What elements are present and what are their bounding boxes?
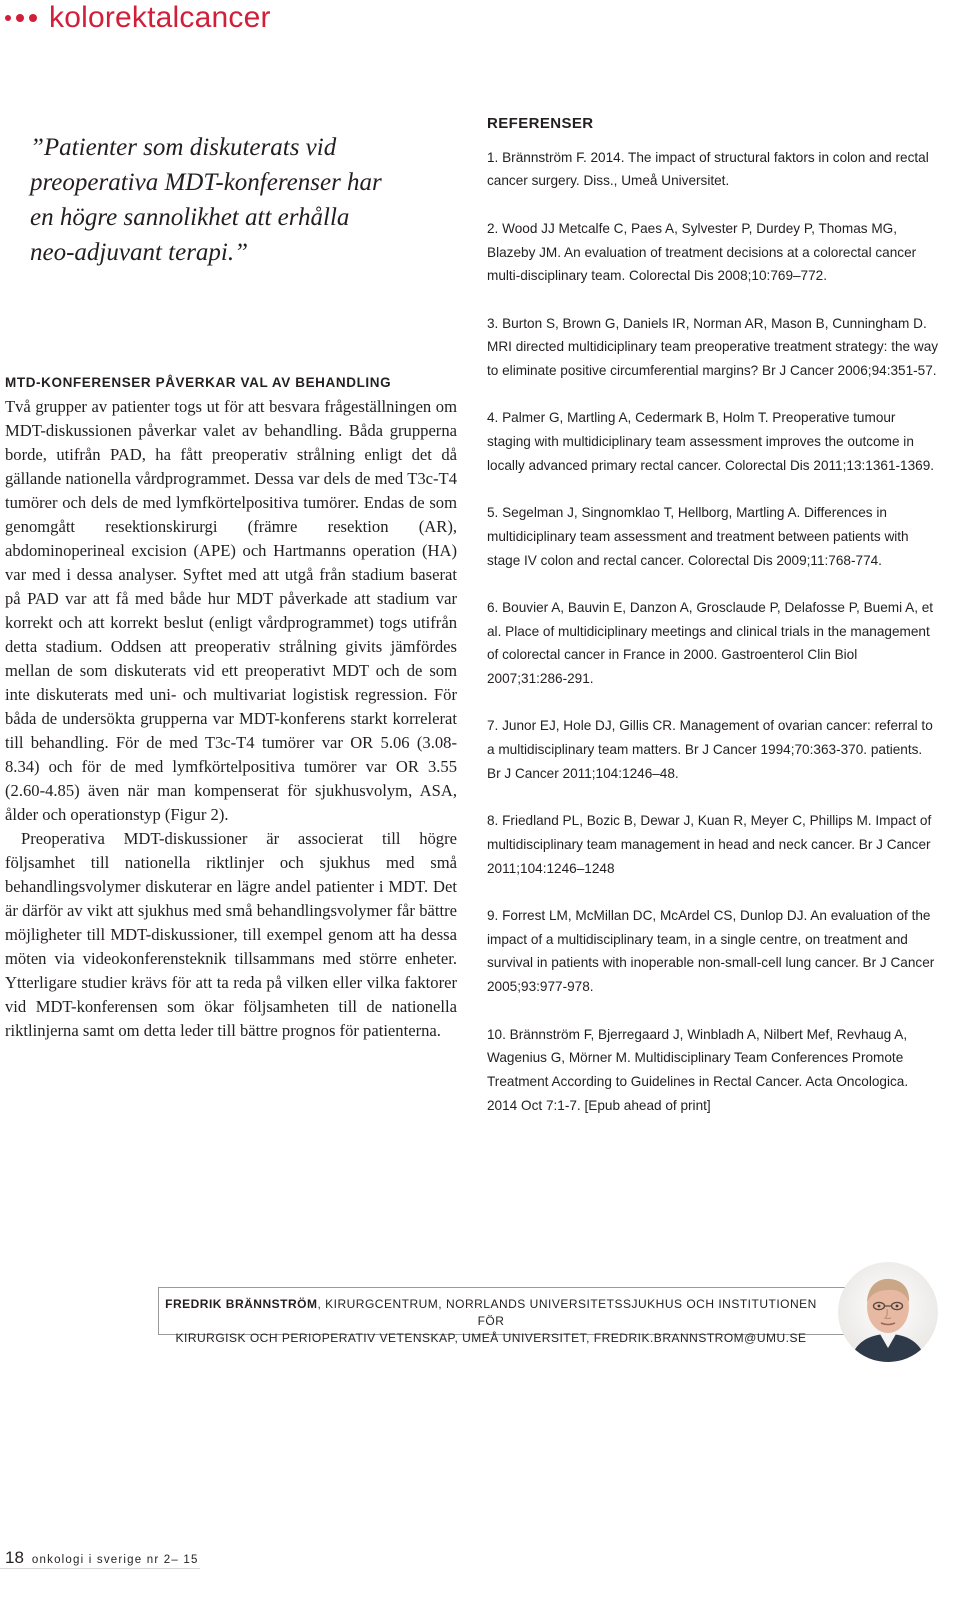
page-number: 18	[5, 1548, 24, 1567]
reference-item: 2. Wood JJ Metcalfe C, Paes A, Sylvester P, Durdey P, Thomas MG, Blazeby JM. An evaluation of treatment decisions at a colorectal cancer multi-disciplinary team. Colorectal Dis 2008;10:769–772.	[487, 220, 917, 284]
author-name: FREDRIK BRÄNNSTRÖM	[165, 1297, 318, 1311]
reference-item: 6. Bouvier A, Bauvin E, Danzon A, Grosclaude P, Delafosse P, Buemi A, et al. Place of multidiciplinary meetings and clinical trials in the management of colorectal cancer in France in 2000. Gastroenterol Clin Biol 2007;31:286-291.	[487, 599, 934, 687]
references	[487, 112, 939, 1141]
author-affiliation: , KIRURGCENTRUM, NORRLANDS UNIVERSITETSSJUKHUS OCH INSTITUTIONEN FÖR	[317, 1297, 817, 1328]
references-heading: REFERENSER	[487, 115, 594, 132]
reference-item: 8. Friedland PL, Bozic B, Dewar J, Kuan R, Meyer C, Phillips M. Impact of multidisciplinary team management in head and neck cancer. Br J Cancer 2011;104:1246–1248	[487, 813, 932, 876]
article-subheading: MTD-KONFERENSER PÅVERKAR VAL AV BEHANDLING	[5, 375, 392, 390]
article-paragraph: Två grupper av patienter togs ut för att besvara frågeställningen om MDT-diskussionen påverkar valet av behandling. Båda grupperna borde, utifrån PAD, ha fått preoperativ strålning enligt det då gällande nationella vårdprogrammet. Dessa var dels de med T3c-T4 tumörer och dels de med lymfkörtelpositiva tumörer. Endas de som genomgått resektionskirurgi (främre resektion (AR), abdominoperineal excision (APE) och Hartmanns operation (HA) var med i dessa analyser. Syftet med att utgå från stadium baserat på PAD var att få med både hur MDT påverkade att stadium var korrekt och att korrekt beslut (enligt vårdprogrammet) togs utifrån detta stadium. Oddsen att preoperativ strålning givits jämfördes mellan de som diskuterats vid ett preoperativt MDT och de som inte diskuterats med uni- och multivariat logistisk regression. För båda de undersökta grupperna var MDT-konferens starkt korrelerat till behandling. För de med T3c-T4 tumörer var OR 5.06 (3.08-8.34) och för de med lymfkörtelpositiva tumörer var OR 3.55 (2.60-4.85) även när man kompenserat för sjukhusvolym, ASA, ålder och operationstyp (Figur 2).	[5, 397, 457, 824]
reference-item: 7. Junor EJ, Hole DJ, Gillis CR. Management of ovarian cancer: referral to a multidisciplinary team matters. Br J Cancer 1994;70:363-370. patients. Br J Cancer 2011;104:1246–48.	[487, 718, 933, 781]
author-portrait-icon	[838, 1262, 938, 1362]
author-line-2: KIRURGISK OCH PERIOPERATIV VETENSKAP, UMEÅ UNIVERSITET, FREDRIK.BRANNSTROM@UMU.SE	[175, 1331, 807, 1345]
reference-item: 10. Brännström F, Bjerregaard J, Winbladh A, Nilbert Mef, Revhaug A, Wagenius G, Mörner M. Multidisciplinary Team Conferences Promote Treatment According to Guidelines in Rectal Cancer. Acta Oncologica. 2014 Oct 7:1-7. [Epub ahead of print]	[487, 1026, 909, 1113]
pull-quote-line: ”Patienter som diskuterats vid	[30, 134, 337, 161]
reference-item: 9. Forrest LM, McMillan DC, McArdel CS, Dunlop DJ. An evaluation of the impact of a multidisciplinary team, in a single centre, on treatment and survival in patients with inoperable non-small-cell lung cancer. Br J Cancer 2005;93:977-978.	[487, 908, 935, 995]
header-dots	[5, 14, 37, 22]
pull-quote	[30, 130, 470, 270]
journal-name: onkologi i sverige nr 2– 15	[31, 1554, 199, 1566]
section-title: kolorektalcancer	[49, 1, 271, 34]
reference-item: 3. Burton S, Brown G, Daniels IR, Norman AR, Mason B, Cunningham D. MRI directed multidiciplinary team preoperative treatment strategy: the way to eliminate positive circumferential margins? Br J Cancer 2006;94:351-57.	[487, 315, 939, 378]
article-body	[5, 371, 457, 1043]
footer-divider	[0, 1568, 200, 1569]
page-footer	[5, 1548, 199, 1568]
reference-item: 5. Segelman J, Singnomklao T, Hellborg, Martling A. Differences in multidiciplinary team assessment and treatment between patients with stage IV colon and rectal cancer. Colorectal Dis 2009;11:768-774.	[487, 505, 909, 568]
author-line-1	[159, 1296, 823, 1330]
author-photo	[838, 1262, 938, 1362]
pull-quote-line: en högre sannolikhet att erhålla	[30, 204, 350, 231]
author-box	[158, 1287, 848, 1345]
article-paragraph: Preoperativa MDT-diskussioner är associerat till högre följsamhet till nationella riktlinjer och sjukhus med små behandlingsvolymer diskuterar en lägre andel patienter i MDT. Det är därför av vikt att sjukhus med små behandlingsvolymer får bättre möjligheter till MDT-diskussioner, till exempel genom att ha dessa möten via videokonferensteknik tillsammans med större enheter. Ytterligare studier krävs för att ta reda på vilken eller vilka faktorer vid MDT-konferensen som ökar följsamheten till de nationella riktlinjerna samt om detta leder till bättre prognos för patienterna.	[5, 829, 457, 1040]
dot-icon	[5, 15, 11, 21]
pull-quote-line: preoperativa MDT-konferenser har	[30, 169, 382, 196]
pull-quote-line: neo-adjuvant terapi.”	[30, 239, 249, 266]
reference-item: 1. Brännström F. 2014. The impact of structural faktors in colon and rectal cancer surgery. Diss., Umeå Universitet.	[487, 149, 929, 189]
reference-item: 4. Palmer G, Martling A, Cedermark B, Holm T. Preoperative tumour staging with multidiciplinary team assessment improves the outcome in locally advanced primary rectal cancer. Colorectal Dis 2011;13:1361-1369.	[487, 410, 935, 473]
dot-icon	[16, 14, 24, 22]
dot-icon	[29, 14, 37, 22]
page-header	[5, 0, 271, 36]
